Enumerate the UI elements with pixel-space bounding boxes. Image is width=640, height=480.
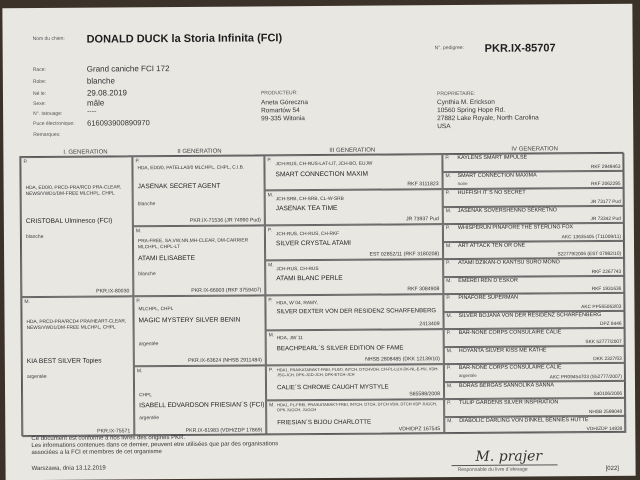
titles: HDA1, PRA/KATARAKT-FREI, PL0/0, INTCH, DTCHVDH, CH-PL-LUX-DK-NL-E-HU, VDH-JSG-JCH, DPK-JGD-JCH, DPK-ETCH-JCH <box>276 366 439 377</box>
dog-name: ATAMI DZIKAN-O KANTSU SURO MONO <box>458 259 560 267</box>
gen3-cell <box>264 154 442 190</box>
field-value: 29.08.2019 <box>86 88 128 98</box>
dog-name: ISABELL EDVARDSON FRIESIAN´S (FCI) <box>139 401 265 410</box>
sex-marker: P. <box>445 155 450 162</box>
gen4-cell <box>444 363 626 382</box>
dog-name: JASENAK TEA TIME <box>275 204 338 213</box>
sex-marker: P. <box>445 190 450 197</box>
dog-color: blanche <box>25 233 44 241</box>
footer-line: Les informations contenues dans ce dernier, peuvent etre utilisées que par des organisations <box>31 441 279 450</box>
field-label: Race: <box>32 66 46 73</box>
registration: PKR.IX-75571 <box>97 428 131 435</box>
gen3-cell <box>265 294 443 330</box>
sex-marker: M. <box>24 299 30 306</box>
owner-line: Cynthia M. Erickson <box>437 98 495 107</box>
dog-name: SMART CONNECTION MAXIM <box>275 170 369 179</box>
dog-color: blanche <box>138 271 156 278</box>
sex-marker: M. <box>268 262 274 269</box>
dog-name: KIA BEST SILVER Topies <box>26 357 102 366</box>
owner-line: 27882 Lake Royale, North Carolina <box>437 114 539 123</box>
dog-name: WHISPERUN PINAFORE THE STERLING FOX <box>457 224 574 232</box>
field-label: Né le: <box>32 90 47 97</box>
sex-marker: M. <box>445 172 452 179</box>
sex-marker: M. <box>267 192 274 199</box>
field-value: mâle <box>86 98 105 108</box>
dog-name: KAYLENS SMART IMPULSE <box>457 154 528 162</box>
dog-name: SMART CONNECTION MAXIMA <box>457 171 537 179</box>
titles: JCH-SRB, CH-SRB, CL-W-SRB <box>275 196 344 203</box>
registration: 2413409 <box>419 321 440 328</box>
gen2-cell <box>133 295 265 366</box>
sex-marker: M. <box>446 382 453 389</box>
dog-color: blanche <box>137 201 156 208</box>
dog-color: noire <box>457 180 468 186</box>
sex-marker: P. <box>445 225 451 232</box>
page-code: [022] <box>605 465 619 473</box>
field-label: Puce électronique: <box>33 120 75 127</box>
registration: RKF 2267743 <box>591 269 622 275</box>
registration: JR 73937 Pud <box>405 216 439 223</box>
sex-marker: P. <box>267 227 273 234</box>
dog-name: ART ATTACK TEN OR ONE <box>458 242 526 249</box>
breeder-line: Aneta Góreczna <box>261 99 309 107</box>
gen3-cell <box>266 329 444 365</box>
gen3-cell <box>266 399 444 435</box>
gen4-cell <box>444 345 626 364</box>
sex-marker: P. <box>136 298 141 305</box>
gen4-cell <box>443 170 625 189</box>
sex-marker: M. <box>268 332 275 339</box>
breeder-block <box>261 90 308 123</box>
dog-name: BAR-NONE CORPS CONSULAIRE CALIE <box>458 364 562 372</box>
gen3-cell <box>266 364 444 400</box>
registration: AKC 13635405 (T11009/11) <box>561 234 621 240</box>
registration: NHSB 2599048 <box>588 409 623 415</box>
field-value: ---- <box>87 108 97 116</box>
generation-header: III GENERATION <box>329 147 376 154</box>
gen3-cell <box>265 189 443 225</box>
dog-name: SILVER CRYSTAL ATAMI <box>275 239 352 248</box>
sex-marker: M. <box>446 312 453 319</box>
sex-marker: M. <box>269 402 275 409</box>
registration: RKF 1931636 <box>591 286 622 293</box>
dog-color: argentée <box>138 341 159 348</box>
titles: CHPL <box>139 393 152 399</box>
sex-marker: P. <box>23 159 28 166</box>
generation-header: IV GENERATION <box>511 146 558 153</box>
gen4-cell <box>444 328 626 347</box>
field-value: Grand caniche FCI 172 <box>86 64 170 74</box>
footer-line: Ce document est conforme à nos livres des origines PKR. <box>31 434 186 443</box>
gen4-cell <box>443 240 625 259</box>
owner-line: USA <box>437 123 451 131</box>
gen4-cell <box>442 153 624 172</box>
registration: S65588/2008 <box>409 391 441 398</box>
pedigree-label: N°. pedigree: <box>434 44 464 52</box>
field-value: 616093900890970 <box>87 118 150 128</box>
pedigree-grid <box>19 152 625 436</box>
sex-marker: M. <box>446 347 453 354</box>
registration: JR 73342 Pud <box>590 216 621 223</box>
titles: PRA-FREE, SA,VW,NN,MH-CLEAR, DM-CARRIER MLCHPL, CHPL-LT <box>137 238 249 250</box>
registration: PKR.IX-61983 (VDH/ZDP 17869) <box>185 427 263 434</box>
titles: HDA, JW´11 <box>276 336 303 342</box>
registration: DPZ 8446 <box>599 321 622 328</box>
gen1-sire <box>20 156 133 297</box>
field-label: Remarques: <box>33 131 61 138</box>
breeder-line: 99-335 Witonia <box>261 115 305 123</box>
gen4-cell <box>443 258 625 277</box>
dog-name: BORAS BERGAS SANNOLIKA SANNA <box>458 381 554 389</box>
dog-name: JASENAK SECRET AGENT <box>137 182 221 191</box>
signature: M. prajer <box>475 448 543 465</box>
sex-marker: M. <box>446 277 452 284</box>
titles: HDA, W´04, RAMY, <box>276 301 318 307</box>
dog-name: PINAFORE SUPERMAN <box>458 294 519 302</box>
dog-name: EMEREI REN D´ESKOR <box>458 277 518 284</box>
dog-color: argentée <box>458 372 477 379</box>
field-label: N°. tatouage: <box>33 110 63 117</box>
sex-marker: P. <box>135 158 140 165</box>
footer-line: associées a la FCI et membres de cet organisme <box>31 449 162 457</box>
gen3-cell <box>265 224 443 260</box>
sex-marker: M. <box>446 242 452 249</box>
titles: JCH-RUS, CH-RUS, CH-RKF <box>275 231 340 238</box>
registration: AKC PR09454703 (S52777/2007) <box>549 374 622 380</box>
registration: PKR.IX-80030 <box>96 288 130 295</box>
gen4-cell <box>443 205 625 224</box>
titles: HDA, ED0/0, PRCD-PRA/RCD PRA-CLEAR, NEWS/VWD1/DM-FREE MLCHPL, CHPL <box>25 185 122 197</box>
registration: EST 02852/11 (RKF 3180208) <box>369 251 440 258</box>
sex-marker: M. <box>135 228 142 235</box>
registration: AKC PP565063/03 <box>581 304 622 310</box>
registration: VDH/ZDP 14939 <box>586 426 623 433</box>
gen4-cell <box>444 415 626 434</box>
footer-notice <box>31 434 278 457</box>
sex-marker: P. <box>446 260 451 267</box>
field-label: Sexe: <box>33 100 46 107</box>
field-label: Robe: <box>32 78 47 85</box>
dog-name: HUFFISH IT´S NO SECRET <box>457 189 526 197</box>
registration: JR 73177 Pud <box>590 199 621 205</box>
gen4-cell <box>443 188 625 207</box>
dog-name-label: Nom du chien: <box>32 35 65 42</box>
pedigree-document <box>2 4 635 480</box>
titles: HDA1, PL-FREI, PRA/KATARAKT-FREI, INTCH, DTCH, DTCH VDH, DTCH VDP JUGCH, DPK JUGCH, JUGCH <box>277 401 437 412</box>
dog-name: BEACHPEARL´S SILVER EDITION OF FAME <box>276 344 404 353</box>
owner-block <box>437 90 539 131</box>
dog-name: DIABOLIC DARLING VON DINKEL BENNIES HÜTTE <box>459 416 589 424</box>
dog-name: HOYANTA SILVER KISS ME KATHE <box>458 346 547 354</box>
sex-marker: M. <box>447 417 453 424</box>
registration: PKR.IX-63624 (NHSB 2911484) <box>188 357 262 364</box>
gen1-dam <box>21 296 134 437</box>
gen3-cell <box>265 259 443 295</box>
dog-name: FRIESIAN´S BIJOU CHARLOTTE <box>277 418 372 427</box>
breeder-line: Romartów 54 <box>261 107 300 115</box>
dog-name: CALIE´S CHROME CAUGHT MYSTYLE <box>276 383 389 392</box>
sex-marker: P. <box>446 295 451 302</box>
dog-color: argentée <box>26 373 47 381</box>
gen4-cell <box>443 310 625 329</box>
dog-name: CRISTOBAL Ulminesco (FCI) <box>25 217 113 226</box>
sex-marker: P. <box>446 365 451 372</box>
registration: VDH/DPZ 167545 <box>398 426 441 433</box>
registration: SKK 52777/2007 <box>585 339 622 345</box>
owner-line: 10560 Spring Hope Rd. <box>437 106 506 115</box>
dog-name: ATAMI BLANC PERLE <box>276 274 343 283</box>
dog-name: JASENAK SOVERSHENNO SEKRETNO <box>457 206 557 214</box>
dog-name: MAGIC MYSTERY SILVER BENIN <box>138 316 241 325</box>
gen2-cell <box>134 365 266 436</box>
sex-marker: P. <box>446 330 451 337</box>
dog-name: DONALD DUCK la Storia Infinita (FCI) <box>86 32 283 46</box>
registration: RKF 2062295 <box>590 181 621 188</box>
registration: PKR.IX-66903 (RKF 3759407) <box>191 287 262 294</box>
generation-header: II GENERATION <box>177 148 222 155</box>
titles: HDA, PRCD-PRA/RCD4 PRA/HEART-CLEAR, NEWS/VWD1/DM-FREE MLCHPL, CHPL <box>26 319 127 331</box>
gen2-cell <box>132 155 264 226</box>
titles: MLCHPL, CHPL <box>138 307 174 313</box>
titles: JCH-RUS, CH-RUS <box>276 267 319 273</box>
titles: HDA, ED0/0, PATELLA0/0 MLCHPL, CHPL, C.I.B. <box>137 165 245 172</box>
gen4-cell <box>443 223 625 242</box>
place-date: Warszawa, dnia 13.12.2019 <box>31 465 106 473</box>
gen2-cell <box>133 225 265 296</box>
signature-label: Responsable du livre d´elevage <box>457 466 528 474</box>
registration: NHSB 2808485 (DKK 12139/10) <box>365 356 440 363</box>
dog-name: SILVER DEXTER VON DER RESIDENZ SCHARFENBERG <box>276 308 437 316</box>
titles: JCH-RUS, CH-RUS-LAT-LIT, JCH-BO, EUJW <box>275 161 373 168</box>
gen4-cell <box>443 293 625 312</box>
dog-name: SILVER BOJANA VON DER RESIDENZ SCHARFENBERG <box>458 311 602 319</box>
gen4-cell <box>444 398 626 417</box>
sex-marker: M. <box>136 368 143 375</box>
sex-marker: P. <box>268 297 273 304</box>
registration: DKK 2327/03 <box>593 356 622 363</box>
dog-name: BAR-NONE CORPS CONSULAIRE CALIE <box>458 329 562 337</box>
registration: RKF 2949463 <box>590 164 621 170</box>
owner-label: PROPRIETAIRE: <box>436 90 476 98</box>
generation-header: I. GENERATION <box>63 149 108 156</box>
pedigree-number: PKR.IX-85707 <box>484 42 556 55</box>
dog-name: TULIP GARDENS SILVER INSPIRATION <box>459 399 559 407</box>
registration: RKF 3084908 <box>407 286 440 293</box>
registration: RKF 3111823 <box>407 181 439 188</box>
sex-marker: P. <box>267 157 272 164</box>
dog-color: argentée <box>139 415 159 422</box>
gen4-cell <box>443 275 625 294</box>
gen4-cell <box>444 380 626 399</box>
registration: S22779/2006 (EST 07982/10) <box>557 251 622 258</box>
registration: PKR.IX-71536 (JR 74990 Pud) <box>189 217 261 224</box>
registration: S40106/2006 <box>593 391 623 398</box>
breeder-label: PRODUCTEUR: <box>260 90 298 97</box>
field-value: blanche <box>86 76 115 86</box>
sex-marker: P. <box>447 400 452 407</box>
sex-marker: M. <box>445 207 452 214</box>
sex-marker: P. <box>268 367 274 374</box>
dog-name: ATAMI ELISABETE <box>138 254 196 263</box>
